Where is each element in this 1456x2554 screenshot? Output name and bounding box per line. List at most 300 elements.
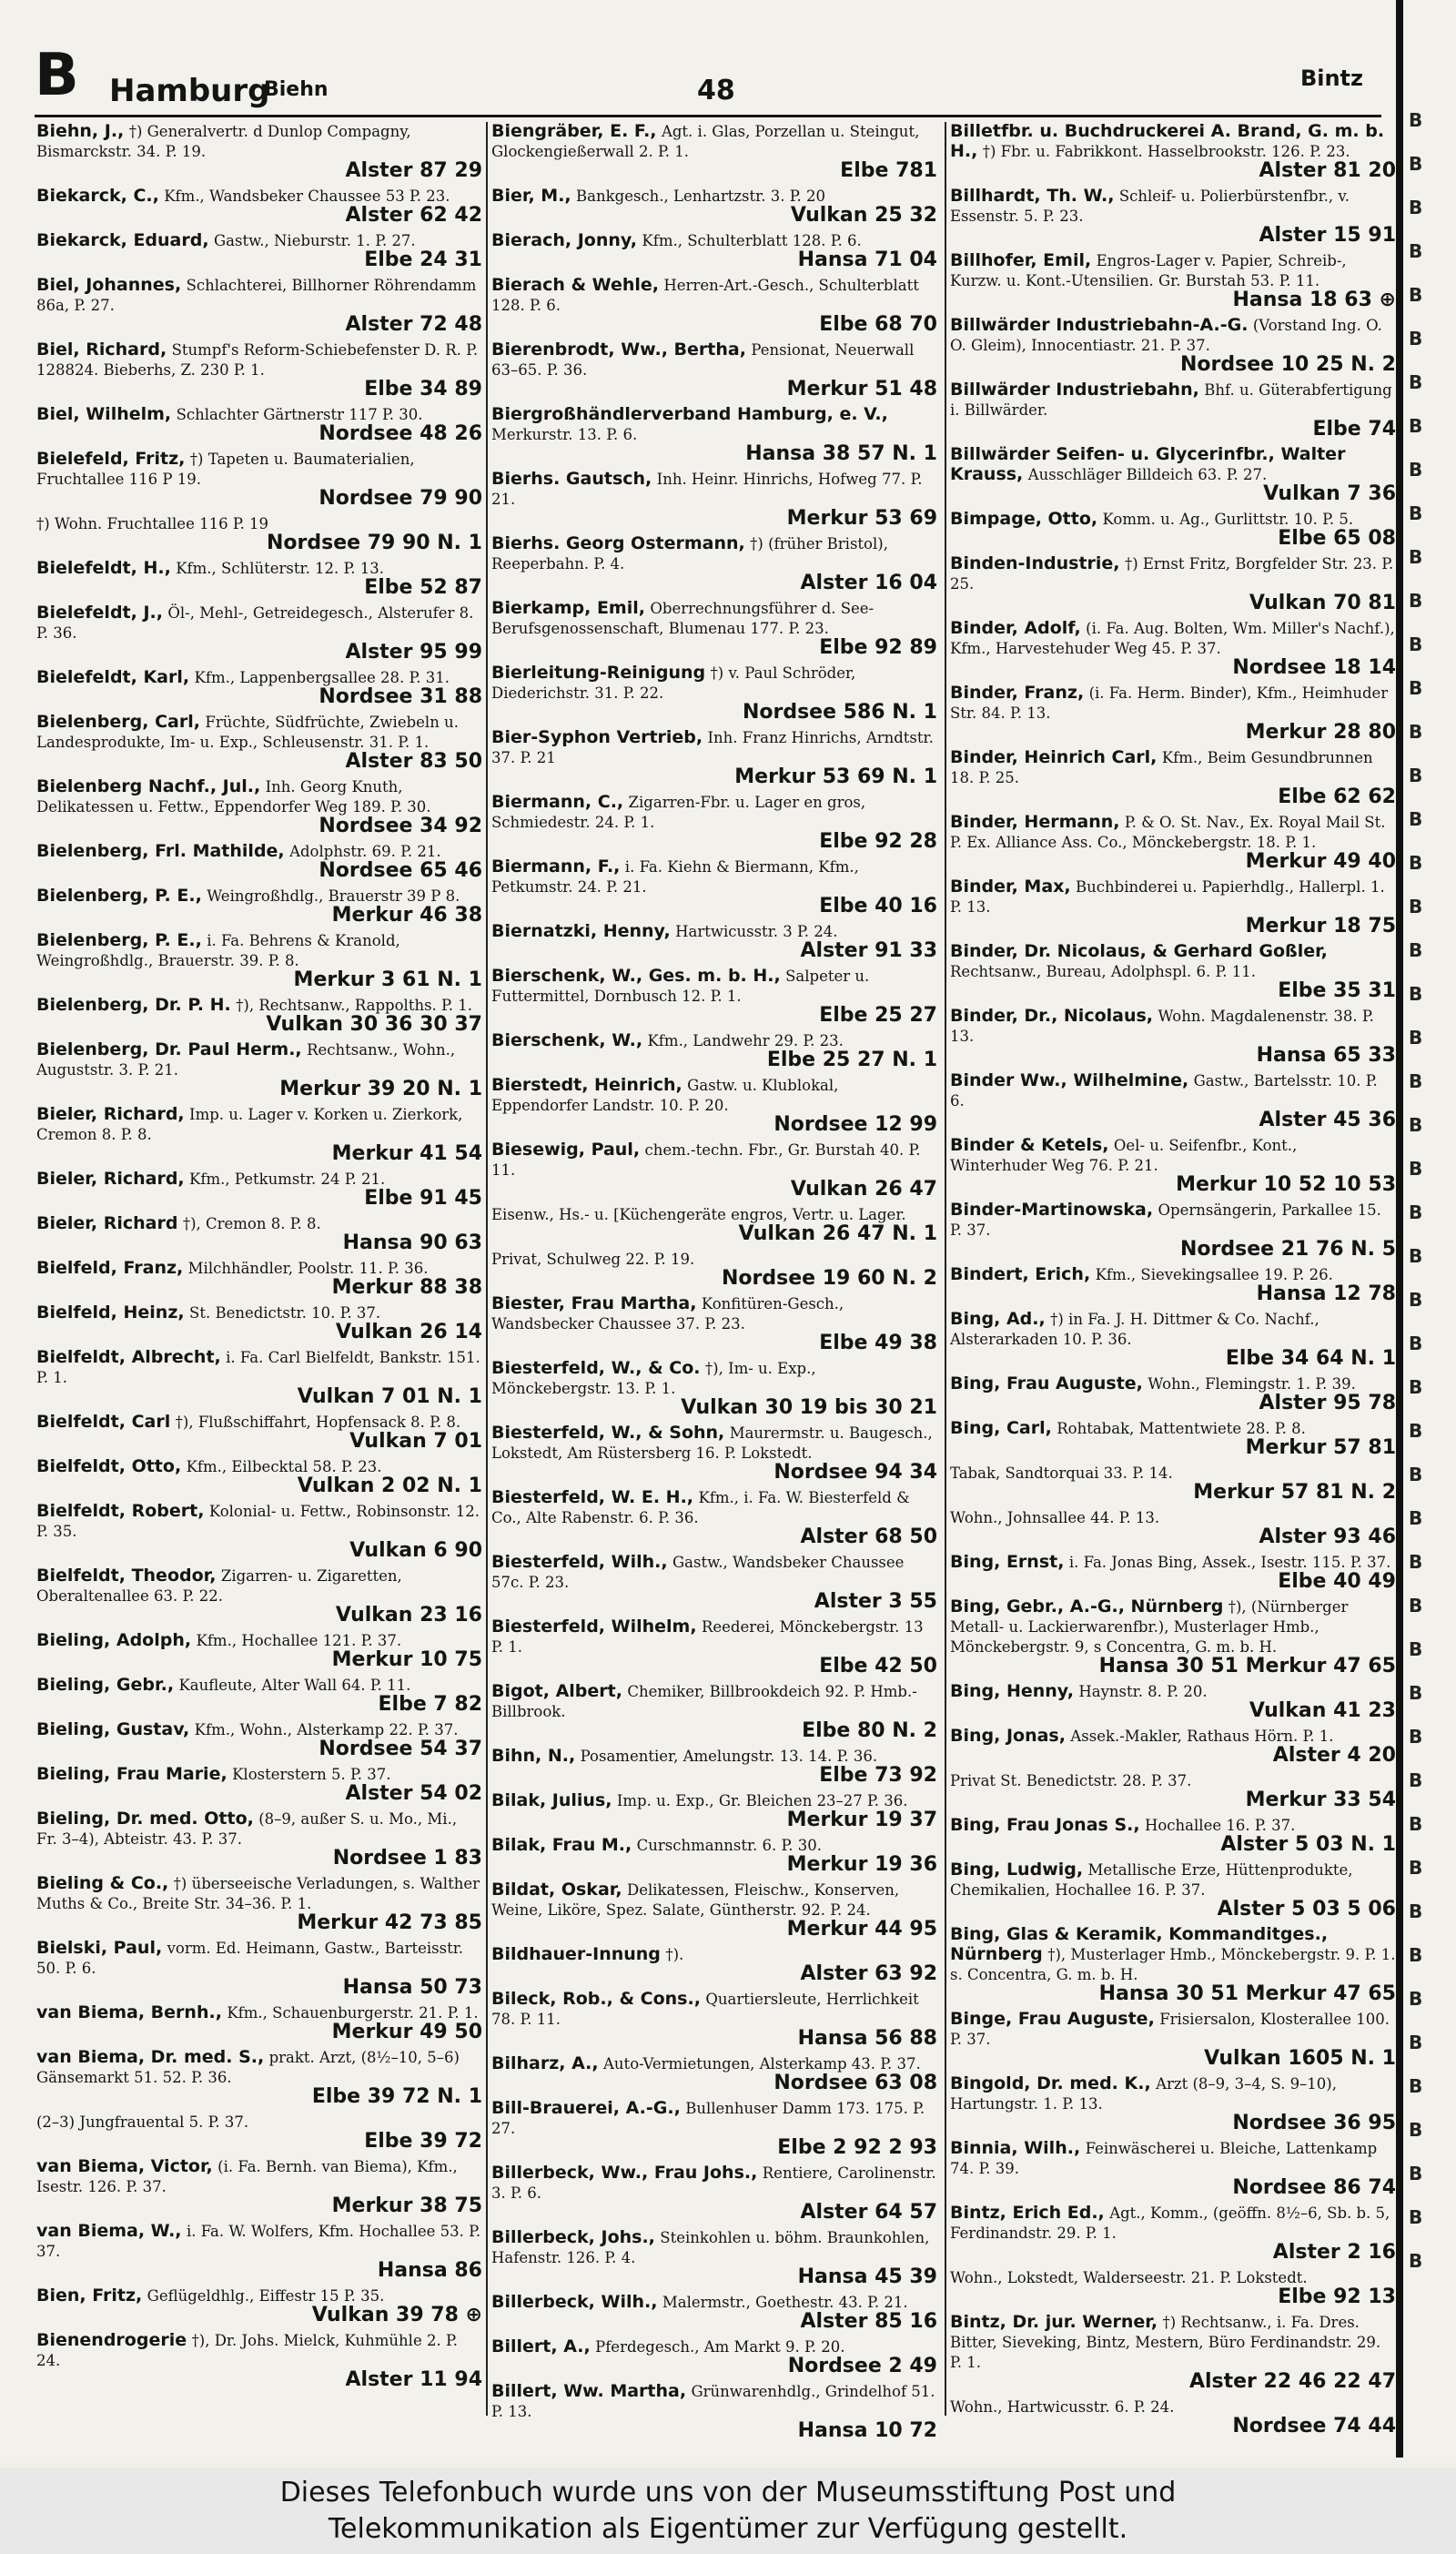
entry-detail: Salpeter u. Futtermittel, Dornbusch 12. P. 1. (491, 968, 870, 1005)
entry-name: Bierach, Jonny, (491, 230, 637, 250)
directory-entry (950, 1771, 1396, 1811)
entry-phone-number: Elbe 92 13 (1278, 2285, 1396, 2308)
entry-phone-number: Elbe 25 27 N. 1 (766, 1049, 937, 1071)
entry-name: Bien, Fritz, (36, 2285, 143, 2306)
directory-entry (950, 1682, 1396, 1722)
entry-detail: Tabak, Sandtorquai 33. P. 14. (950, 1464, 1173, 1482)
entry-phone-number: Elbe 91 45 (364, 1187, 482, 1210)
entry-detail: Kfm., Schlüterstr. 12. P. 13. (176, 560, 385, 577)
entry-detail: †) Fbr. u. Fabrikkont. Hasselbrookstr. 126. P. 23. (982, 143, 1350, 160)
entry-phone-number: Nordsee 94 34 (774, 1461, 937, 1484)
edge-letter: B (1409, 197, 1423, 218)
edge-letter: B (1409, 153, 1423, 175)
entry-name: Billert, A., (491, 2336, 591, 2356)
directory-entry (950, 1925, 1396, 2005)
entry-detail: Bankgesch., Lenhartzstr. 3. P. 20 (576, 187, 825, 205)
entry-name: Bierschenk, W., Ges. m. b. H., (491, 966, 781, 986)
edge-letter: B (1409, 546, 1423, 568)
entry-phone-number: Nordsee 1 83 (332, 1847, 482, 1870)
entry-detail: Gastw. u. Klublokal, Eppendorfer Landstr. 10. P. 20. (491, 1077, 839, 1114)
entry-phone-number: Nordsee 21 76 N. 5 (1179, 1238, 1396, 1261)
entry-name: Bing, Frau Auguste, (950, 1373, 1143, 1394)
entry-phone-number: Merkur 19 37 (786, 1809, 937, 1831)
directory-entry (950, 554, 1396, 614)
entry-detail: Milchhändler, Poolstr. 11. P. 36. (187, 1260, 429, 1277)
entry-name: Binder, Dr. Nicolaus, & Gerhard Goßler, (950, 941, 1328, 961)
entry-detail: Arzt (8–9, 3–4, S. 9–10), Hartungstr. 1. P. 13. (950, 2075, 1337, 2113)
directory-entry (36, 2286, 482, 2326)
edge-letter: B (1409, 765, 1423, 786)
directory-entry (950, 510, 1396, 550)
entry-name: Biel, Richard, (36, 340, 167, 360)
directory-entry (491, 1250, 937, 1290)
entry-phone-number: Vulkan 30 19 bis 30 21 (681, 1396, 937, 1419)
directory-entry (36, 450, 482, 510)
entry-detail: Wohn., Lokstedt, Walderseestr. 21. P. Lokstedt. (950, 2269, 1308, 2286)
directory-entry (36, 1457, 482, 1497)
directory-entry (36, 2157, 482, 2217)
directory-entry (491, 1617, 937, 1677)
entry-name: Binder, Dr., Nicolaus, (950, 1006, 1154, 1026)
entry-phone-number: Merkur 53 69 N. 1 (734, 765, 937, 788)
entry-detail: Assek.-Makler, Rathaus Hörn. P. 1. (1070, 1728, 1334, 1745)
entry-phone-number: Alster 81 20 (1259, 159, 1396, 182)
entry-detail: (8–9, außer S. u. Mo., Mi., Fr. 3–4), Abteistr. 43. P. 37. (36, 1810, 458, 1848)
entry-name: Biekarck, Eduard, (36, 230, 209, 250)
directory-entry (36, 405, 482, 445)
entry-detail: St. Benedictstr. 10. P. 37. (189, 1304, 381, 1322)
entry-name: Biermann, F., (491, 856, 621, 877)
directory-entry (36, 1765, 482, 1805)
entry-name: Billerbeck, Wilh., (491, 2292, 658, 2312)
entry-name: Bing, Ludwig, (950, 1860, 1084, 1880)
entry-detail: Wohn., Hartwicusstr. 6. P. 24. (950, 2398, 1175, 2416)
entry-detail: Quartiersleute, Herrlichkeit 78. P. 11. (491, 1991, 919, 2028)
entry-detail: Früchte, Südfrüchte, Zwiebeln u. Landesprodukte, Im- u. Exp., Schleusenstr. 31. P. 1. (36, 714, 459, 751)
entry-detail: †) Rechtsanw., i. Fa. Dres. Bitter, Sieveking, Bintz, Mestern, Büro Ferdinandstr. 29. P. 1. (950, 2314, 1381, 2371)
entry-phone-number: Nordsee 586 N. 1 (742, 701, 937, 724)
directory-entry (491, 405, 937, 465)
entry-phone-number: Merkur 10 75 (331, 1648, 482, 1671)
entry-detail: Inh. Franz Hinrichs, Arndtstr. 37. P. 21 (491, 729, 934, 766)
entry-detail: Pferdegesch., Am Markt 9. P. 20. (595, 2338, 845, 2356)
entry-name: Bierschenk, W., (491, 1030, 643, 1050)
directory-entry (950, 1201, 1396, 1261)
entry-detail: Wohn., Flemingstr. 1. P. 39. (1148, 1375, 1356, 1393)
entry-phone-number: Alster 63 92 (800, 1962, 937, 1985)
entry-name: Bieler, Richard (36, 1213, 178, 1233)
entry-detail: Haynstr. 8. P. 20. (1078, 1683, 1208, 1700)
edge-letter: B (1409, 1813, 1423, 1835)
directory-entry (491, 2099, 937, 2159)
entry-detail: Kfm., Wandsbeker Chaussee 53 P. 23. (164, 187, 450, 205)
edge-letter: B (1409, 633, 1423, 655)
entry-phone-number: Nordsee 36 95 (1232, 2112, 1396, 2134)
entry-detail: i. Fa. W. Wolfers, Kfm. Hochallee 53. P. 37. (36, 2223, 481, 2260)
directory-entry (950, 445, 1396, 505)
entry-name: Bieler, Richard, (36, 1104, 185, 1124)
directory-entry (36, 1170, 482, 1210)
entry-detail: Agt. i. Glas, Porzellan u. Steingut, Glockengießerwall 2. P. 1. (491, 123, 920, 160)
entry-phone-number: Alster 11 94 (345, 2368, 482, 2391)
edge-letter: B (1409, 1027, 1423, 1049)
entry-name: Binder, Adolf, (950, 618, 1081, 638)
directory-entry (950, 380, 1396, 441)
entry-phone-number: Hansa 65 33 (1256, 1044, 1396, 1067)
entry-phone-number: Alster 15 91 (1259, 224, 1396, 247)
entry-name: Bierenbrodt, Ww., Bertha, (491, 340, 746, 360)
entry-phone-number: Merkur 53 69 (786, 507, 937, 530)
entry-name: Biel, Wilhelm, (36, 404, 172, 424)
entry-detail: Wohn., Johnsallee 44. P. 13. (950, 1509, 1160, 1526)
entry-name: Binder-Martinowska, (950, 1200, 1154, 1220)
directory-entry (491, 857, 937, 917)
directory-entry (950, 1597, 1396, 1677)
directory-entry (491, 187, 937, 227)
entry-detail: Gastw., Wandsbeker Chaussee 57c. P. 23. (491, 1554, 905, 1591)
directory-entry (491, 1990, 937, 2050)
edge-letter: B (1409, 2119, 1423, 2141)
entry-detail: †). (665, 1946, 684, 1963)
directory-entry (36, 2048, 482, 2108)
entry-detail: Kfm., Petkumstr. 24 P. 21. (189, 1171, 386, 1188)
directory-entry (36, 1720, 482, 1760)
entry-name: Bing, Henny, (950, 1681, 1074, 1701)
entry-phone-number: Elbe 34 89 (364, 378, 482, 400)
edge-letter: B (1409, 1376, 1423, 1398)
directory-entry (950, 942, 1396, 1002)
entry-detail: †) Generalvertr. d Dunlop Compagny, Bismarckstr. 34. P. 19. (36, 123, 411, 160)
entry-detail: Opernsängerin, Parkallee 15. P. 37. (950, 1201, 1381, 1239)
directory-entry (491, 2054, 937, 2094)
page-header (35, 42, 1381, 111)
entry-name: Bienendrogerie (36, 2330, 187, 2350)
directory-entry (491, 1076, 937, 1136)
entry-phone-number: Nordsee 74 44 (1232, 2415, 1396, 2437)
entry-phone-number: Alster 2 16 (1272, 2241, 1396, 2264)
edge-letter: B (1409, 415, 1423, 437)
directory-entry (950, 877, 1396, 937)
edge-letter: B (1409, 240, 1423, 262)
entry-phone-number: Merkur 3 61 N. 1 (293, 968, 482, 991)
entry-name: Binder, Heinrich Carl, (950, 747, 1158, 767)
directory-entry (950, 187, 1396, 247)
entry-name: Binder, Franz, (950, 683, 1085, 703)
directory-entry (950, 1007, 1396, 1067)
entry-phone-number: Vulkan 26 47 N. 1 (738, 1222, 937, 1245)
entry-detail: Rechtsanw., Wohn., Auguststr. 3. P. 21. (36, 1041, 456, 1079)
entry-phone-number: Merkur 41 54 (331, 1142, 482, 1165)
entry-detail: †) Wohn. Fruchtallee 116 P. 19 (36, 515, 269, 532)
entry-detail: Konfitüren-Gesch., Wandsbecker Chaussee 37. P. 23. (491, 1295, 844, 1333)
directory-entry (36, 1631, 482, 1671)
entry-name: Bileck, Rob., & Cons., (491, 1989, 701, 2009)
entry-name: Bildat, Oskar, (491, 1880, 622, 1900)
entry-name: Bigot, Albert, (491, 1681, 622, 1701)
entry-phone-number: Merkur 49 40 (1245, 850, 1396, 873)
entry-phone-number: Alster 45 36 (1259, 1109, 1396, 1131)
edge-letter: B (1409, 1333, 1423, 1354)
edge-letter: B (1409, 939, 1423, 961)
directory-entry (36, 1566, 482, 1627)
entry-name: Bielfeld, Heinz, (36, 1302, 185, 1323)
directory-entry (36, 1809, 482, 1870)
directory-entry (491, 793, 937, 853)
entry-phone-number: Alster 68 50 (800, 1525, 937, 1548)
directory-entry (491, 599, 937, 659)
directory-entry (950, 2010, 1396, 2070)
entry-phone-number: Merkur 51 48 (786, 378, 937, 400)
entry-name: Bilak, Frau M., (491, 1835, 632, 1855)
entry-phone-number: Merkur 28 80 (1245, 721, 1396, 744)
entry-phone-number: Hansa 30 51 Merkur 47 65 (1098, 1982, 1396, 2005)
directory-entry (36, 1874, 482, 1934)
entry-phone-number: Alster 16 04 (800, 572, 937, 594)
directory-entry (491, 2337, 937, 2377)
entry-phone-number: Elbe 74 (1312, 418, 1396, 441)
directory-entry (950, 2204, 1396, 2264)
entry-detail: Privat, Schulweg 22. P. 19. (491, 1251, 695, 1268)
directory-entry (36, 842, 482, 882)
entry-name: Bindert, Erich, (950, 1264, 1091, 1284)
entry-detail: Frisiersalon, Klosterallee 100. P. 37. (950, 2011, 1390, 2048)
entry-detail: †), Rechtsanw., Rappolths. P. 1. (236, 997, 473, 1014)
page-number: 48 (697, 75, 735, 106)
entry-name: Bierstedt, Heinrich, (491, 1075, 682, 1095)
directory-entry (491, 276, 937, 336)
entry-detail: †) in Fa. J. H. Dittmer & Co. Nachf., Alsterarkaden 10. P. 36. (950, 1311, 1320, 1348)
entry-phone-number: Merkur 88 38 (331, 1276, 482, 1299)
edge-letter: B (1409, 1201, 1423, 1223)
directory-entry (950, 1265, 1396, 1305)
entry-phone-number: Alster 64 57 (800, 2201, 937, 2224)
edge-letter: B (1409, 1551, 1423, 1573)
entry-detail: Posamentier, Amelungstr. 13. 14. P. 36. (580, 1748, 878, 1765)
entry-detail: Steinkohlen u. böhm. Braunkohlen, Hafenstr. 126. P. 4. (491, 2229, 930, 2266)
edge-letter: B (1409, 1726, 1423, 1748)
edge-letter: B (1409, 109, 1423, 131)
entry-phone-number: Hansa 18 63 ⊕ (1232, 289, 1396, 311)
directory-entry (950, 1374, 1396, 1414)
directory-entry (950, 2313, 1396, 2393)
directory-entry (36, 777, 482, 837)
edge-letter: B (1409, 1857, 1423, 1879)
entry-name: Bielefeldt, J., (36, 603, 163, 623)
entry-name: Biester, Frau Martha, (491, 1293, 697, 1313)
entry-name: Bielfeldt, Theodor, (36, 1566, 217, 1586)
entry-detail: i. Fa. Carl Bielfeldt, Bankstr. 151. P. 1. (36, 1349, 480, 1386)
entry-name: Bierkamp, Emil, (491, 598, 645, 618)
directory-entry (36, 1259, 482, 1299)
entry-phone-number: Alster 95 99 (345, 641, 482, 664)
entry-phone-number: Elbe 65 08 (1278, 527, 1396, 550)
entry-phone-number: Alster 85 16 (800, 2310, 937, 2333)
directory-entry (491, 2293, 937, 2333)
entry-phone-number: Elbe 40 49 (1278, 1570, 1396, 1593)
entry-name: Billerbeck, Ww., Frau Johs., (491, 2163, 758, 2183)
entry-detail: (i. Fa. Bernh. van Biema), Kfm., Isestr. 126. P. 37. (36, 2158, 458, 2195)
entry-phone-number: Hansa 10 72 (797, 2419, 937, 2442)
entry-phone-number: Alster 91 33 (800, 939, 937, 962)
column-3 (950, 121, 1396, 2437)
entry-detail: Bhf. u. Güterabfertigung i. Billwärder. (950, 381, 1392, 419)
entry-detail: Klosterstern 5. P. 37. (232, 1766, 391, 1783)
entry-phone-number: Elbe 80 N. 2 (802, 1719, 937, 1742)
edge-letter: B (1409, 1245, 1423, 1267)
entry-detail: Kfm., Schauenburgerstr. 21. P. 1. (227, 2004, 479, 2022)
entry-name: Bielenberg, Frl. Mathilde, (36, 841, 285, 861)
entry-detail: Rohtabak, Mattentwiete 28. P. 8. (1057, 1420, 1306, 1437)
entry-phone-number: Hansa 86 (377, 2259, 482, 2282)
entry-detail: (2–3) Jungfrauental 5. P. 37. (36, 2113, 249, 2131)
entry-detail: †), Flußschiffahrt, Hopfensack 8. P. 8. (175, 1414, 461, 1431)
entry-name: van Biema, Bernh., (36, 2002, 222, 2022)
entry-phone-number: Alster 54 02 (345, 1782, 482, 1805)
directory-entry (491, 231, 937, 271)
entry-phone-number: Hansa 45 39 (797, 2265, 937, 2288)
entry-phone-number: Nordsee 2 49 (787, 2355, 937, 2377)
entry-name: van Biema, W., (36, 2221, 182, 2241)
entry-phone-number: Merkur 19 36 (786, 1853, 937, 1876)
edge-letter: B (1409, 1988, 1423, 2010)
entry-detail: †), Cremon 8. P. 8. (182, 1215, 321, 1232)
entry-detail: Hartwicusstr. 3 P. 24. (675, 923, 838, 940)
directory-entry (950, 2074, 1396, 2134)
entry-name: Bielfeld, Franz, (36, 1258, 184, 1278)
entry-detail: Gastw., Bartelsstr. 10. P. 6. (950, 1072, 1378, 1110)
entry-phone-number: Vulkan 7 01 (349, 1430, 482, 1453)
edge-letter: B (1409, 371, 1423, 393)
entry-phone-number: Elbe 92 89 (819, 636, 937, 659)
edge-letter: B (1409, 896, 1423, 917)
entry-phone-number: Nordsee 31 88 (318, 685, 482, 708)
entry-name: Biesterfeld, W., & Sohn, (491, 1423, 725, 1443)
entry-detail: Zigarren-Fbr. u. Lager en gros, Schmiedestr. 24. P. 1. (491, 794, 866, 831)
directory-entry (950, 684, 1396, 744)
entry-name: Billerbeck, Johs., (491, 2227, 655, 2247)
edge-letter: B (1409, 1070, 1423, 1092)
entry-detail: vorm. Ed. Heimann, Gastw., Barteisstr. 50. P. 6. (36, 1940, 464, 1977)
directory-entry (950, 1860, 1396, 1921)
entry-name: Bier, M., (491, 186, 571, 206)
entry-detail: †), (Nürnberger Metall- u. Lackierwarenfbr.), Musterlager Hmb., Mönckebergstr. 9, s Concentra, G. m. b. H. (950, 1598, 1349, 1656)
entry-phone-number: Nordsee 86 74 (1232, 2176, 1396, 2199)
column-2 (491, 121, 937, 2442)
entry-name: Bieling, Adolph, (36, 1630, 192, 1650)
directory-entry (950, 122, 1396, 182)
entry-detail: Geflügeldhlg., Eiffestr 15 P. 35. (147, 2287, 385, 2305)
edge-letter: B (1409, 1900, 1423, 1922)
entry-detail: Malermstr., Goethestr. 43. P. 21. (662, 2294, 908, 2311)
footer-line-1: Dieses Telefonbuch wurde uns von der Museumsstiftung Post und (279, 2477, 1177, 2508)
entry-detail: prakt. Arzt, (8½–10, 5–6) Gänsemarkt 51. 52. P. 36. (36, 2049, 460, 2086)
directory-entry (950, 1419, 1396, 1459)
entry-detail: Schlachter Gärtnerstr 117 P. 30. (176, 406, 423, 423)
last-entry-keyword: Bintz (1299, 66, 1363, 91)
entry-name: Bielski, Paul, (36, 1938, 163, 1958)
directory-entry (491, 470, 937, 530)
entry-detail: (i. Fa. Herm. Binder), Kfm., Heimhuder Str. 84. P. 13. (950, 684, 1389, 722)
directory-entry (36, 887, 482, 927)
directory-entry (491, 1747, 937, 1787)
edge-letter: B (1409, 2163, 1423, 2184)
entry-phone-number: Merkur 42 73 85 (297, 1911, 482, 1934)
directory-entry (36, 1413, 482, 1453)
entry-phone-number: Vulkan 7 36 (1263, 482, 1396, 505)
entry-phone-number: Vulkan 30 36 30 37 (266, 1013, 482, 1036)
entry-detail: Adolphstr. 69. P. 21. (289, 843, 441, 860)
entry-name: Binnia, Wilh., (950, 2138, 1081, 2158)
entry-name: Bielefeldt, H., (36, 558, 171, 578)
entry-phone-number: Nordsee 19 60 N. 2 (721, 1267, 937, 1290)
entry-phone-number: Elbe 25 27 (819, 1004, 937, 1027)
entry-detail: Oberrechnungsführer d. See-Berufsgenossenschaft, Blumenau 177. P. 23. (491, 600, 875, 637)
directory-entry (36, 2222, 482, 2282)
directory-entry (491, 2228, 937, 2288)
entry-phone-number: Vulkan 41 23 (1249, 1699, 1396, 1722)
entry-name: Bintz, Erich Ed., (950, 2203, 1105, 2223)
directory-entry (491, 2164, 937, 2224)
directory-entry (36, 340, 482, 400)
directory-entry (950, 748, 1396, 808)
edge-letter: B (1409, 1944, 1423, 1966)
entry-detail: Kfm., Schulterblatt 128. P. 6. (642, 232, 862, 249)
entry-phone-number: Elbe 49 38 (819, 1332, 937, 1354)
entry-detail: †) v. Paul Schröder, Diederichstr. 31. P. 22. (491, 664, 856, 702)
entry-name: Bieling, Dr. med. Otto, (36, 1809, 254, 1829)
entry-name: Bilak, Julius, (491, 1790, 612, 1810)
entry-detail: chem.-techn. Fbr., Gr. Burstah 40. P. 11. (491, 1141, 921, 1179)
directory-entry (36, 996, 482, 1036)
entry-phone-number: Merkur 39 20 N. 1 (279, 1078, 482, 1100)
entry-detail: Metallische Erze, Hüttenprodukte, Chemikalien, Hochallee 16. P. 37. (950, 1861, 1353, 1899)
footer-notice (0, 2468, 1456, 2554)
entry-name: Biesterfeld, W. E. H., (491, 1487, 694, 1507)
directory-entry (36, 1348, 482, 1408)
entry-detail: †) Tapeten u. Baumaterialien, Fruchtallee 116 P 19. (36, 451, 415, 488)
directory-entry (950, 251, 1396, 311)
entry-name: Bieling, Gustav, (36, 1719, 190, 1739)
entry-phone-number: Elbe 39 72 N. 1 (311, 2085, 482, 2108)
entry-name: Bielfeldt, Otto, (36, 1456, 182, 1476)
entry-name: Bing, Glas & Keramik, Kommanditges., Nürnberg (950, 1924, 1329, 1964)
directory-entry (36, 931, 482, 991)
entry-name: Bildhauer-Innung (491, 1944, 661, 1964)
directory-entry (491, 1359, 937, 1419)
entry-phone-number: Merkur 57 81 (1245, 1436, 1396, 1459)
directory-entry (36, 1105, 482, 1165)
first-entry-keyword: Biehn (264, 78, 329, 101)
edge-letter: B (1409, 328, 1423, 350)
entry-detail: Inh. Georg Knuth, Delikatessen u. Fettw., Eppendorfer Weg 189. P. 30. (36, 778, 431, 816)
edge-letter: B (1409, 2250, 1423, 2272)
entry-detail: Curschmannstr. 6. P. 30. (636, 1837, 823, 1854)
entry-name: Binder, Hermann, (950, 812, 1120, 832)
entry-detail: Schleif- u. Polierbürstenfbr., v. Essenstr. 5. P. 23. (950, 187, 1350, 225)
directory-entry (36, 2003, 482, 2043)
entry-detail: †), Dr. Johs. Mielck, Kuhmühle 2. P. 24. (36, 2332, 458, 2369)
entry-phone-number: Nordsee 34 92 (318, 815, 482, 837)
entry-phone-number: Vulkan 70 81 (1249, 592, 1396, 614)
entry-name: Bielfeldt, Albrecht, (36, 1347, 221, 1367)
directory-entry (36, 2331, 482, 2391)
entry-name: Biergroßhändlerverband Hamburg, e. V., (491, 404, 888, 424)
entry-name: Biehn, J., (36, 121, 125, 141)
entry-phone-number: Alster 87 29 (345, 159, 482, 182)
entry-name: Bing, Jonas, (950, 1726, 1066, 1746)
entry-detail: †), Im- u. Exp., Mönckebergstr. 13. P. 1. (491, 1360, 816, 1397)
entry-phone-number: Vulkan 7 01 N. 1 (297, 1385, 482, 1408)
